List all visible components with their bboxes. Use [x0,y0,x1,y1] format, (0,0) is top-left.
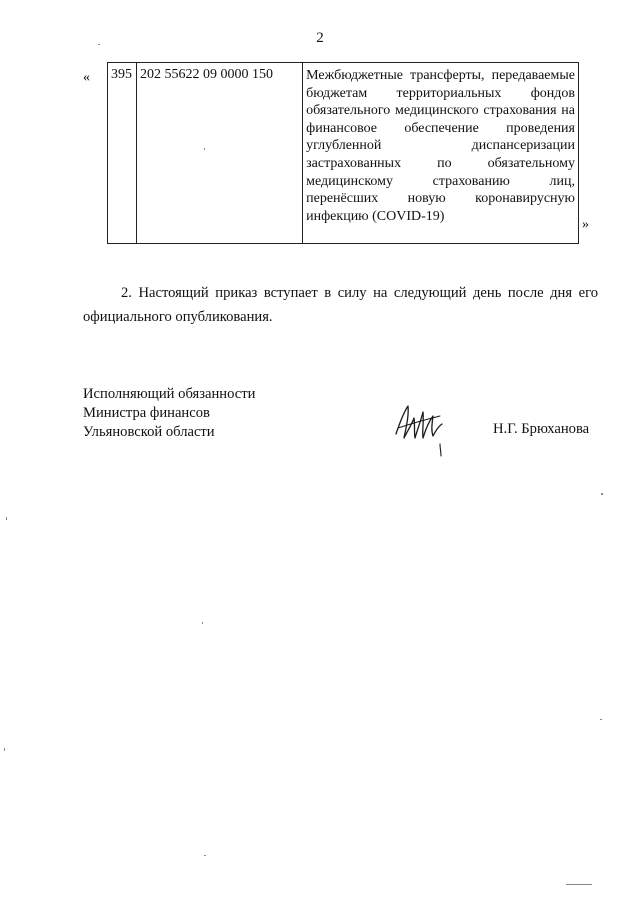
budget-classification-table [107,62,579,244]
table-close-quote: » [582,217,589,232]
table-open-quote: « [83,70,90,85]
scan-speck [601,493,603,495]
position-line-1: Исполняющий обязанности [83,386,256,402]
scan-speck [600,719,602,720]
revenue-description-cell: Межбюджетные трансферты, передаваемые бюджетам территориальных фондов обязательного медицинского страхования на финансовое обеспечение проведения углубленной диспансеризации застрахованных по обязательному медицинскому страхованию лиц, перенёсших новую коронавирусную инфекцию (COVID-19) [303,63,579,244]
scan-speck [4,748,5,751]
scan-speck [202,622,203,624]
scan-speck [6,517,7,520]
scan-speck [204,148,205,150]
scan-speck [98,44,100,45]
position-line-3: Ульяновской области [83,424,215,440]
handwritten-signature-icon [388,398,450,458]
admin-code-cell: 395 [108,63,137,244]
signatory-position [83,385,255,442]
signatory-name: Н.Г. Брюханова [493,421,590,437]
table-row [108,63,579,244]
position-line-2: Министра финансов [83,405,210,421]
scan-speck [566,884,592,885]
effective-date-paragraph: 2. Настоящий приказ вступает в силу на следующий день после дня его официального опубликования. [83,285,598,325]
budget-code-cell: 202 55622 09 0000 150 [136,63,302,244]
scan-speck [204,855,206,856]
page-number: 2 [316,30,324,46]
